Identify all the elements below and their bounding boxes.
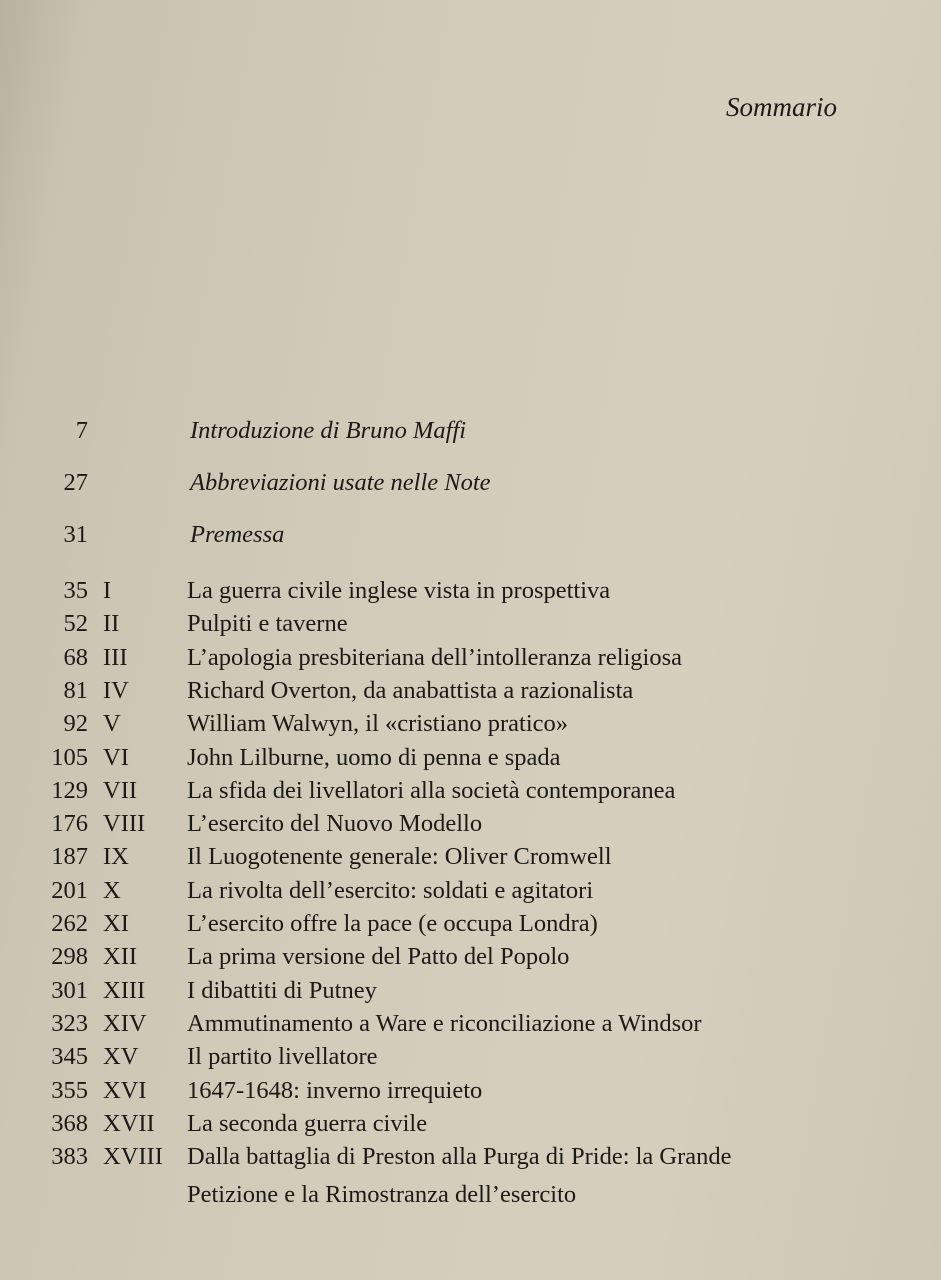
page-number: 298 xyxy=(51,943,88,971)
chapter-number: XVII xyxy=(103,1109,155,1137)
page-number: 355 xyxy=(51,1076,88,1104)
chapter-title: Ammutinamento a Ware e riconciliazione a Windsor xyxy=(187,1009,702,1037)
chapter-number: XII xyxy=(103,943,138,971)
chapter-title: La sfida dei livellatori alla società contemporanea xyxy=(187,776,676,804)
chapter-title: I dibattiti di Putney xyxy=(187,976,377,1004)
toc-chapter-entry xyxy=(0,874,941,908)
chapter-number: VI xyxy=(103,743,129,771)
toc-chapter-entry xyxy=(0,1107,941,1141)
toc-chapter-entry xyxy=(0,607,941,641)
chapter-number: IV xyxy=(103,676,129,704)
chapter-number: X xyxy=(103,876,121,904)
toc-chapter-entry xyxy=(0,1040,941,1074)
toc-entry xyxy=(0,518,941,552)
chapter-title: Il Luogotenente generale: Oliver Cromwell xyxy=(187,843,612,871)
toc-chapter-entry xyxy=(0,974,941,1008)
toc-chapter-entry xyxy=(0,674,941,708)
page-number: 129 xyxy=(51,776,88,804)
chapter-title: Pulpiti e taverne xyxy=(187,610,348,638)
chapter-title: 1647-1648: inverno irrequieto xyxy=(187,1076,483,1104)
chapter-number: I xyxy=(103,577,112,604)
toc-chapter-entry xyxy=(0,774,941,808)
chapter-number: XIII xyxy=(103,976,146,1004)
page-number: 92 xyxy=(63,710,88,738)
chapter-number: VIII xyxy=(103,810,146,838)
chapter-title: La seconda guerra civile xyxy=(187,1109,428,1137)
chapter-title: L’esercito offre la pace (e occupa Londra) xyxy=(187,910,598,937)
page-number: 68 xyxy=(63,643,88,671)
toc-chapter-entry xyxy=(0,1140,941,1174)
chapter-number: XVIII xyxy=(103,1143,163,1171)
toc-chapter-entry xyxy=(0,641,941,675)
chapter-title: Richard Overton, da anabattista a razionalista xyxy=(187,676,634,704)
entry-title: Abbreviazioni usate nelle Note xyxy=(190,469,491,496)
toc-chapter-entry xyxy=(0,1074,941,1108)
chapter-number: XIV xyxy=(103,1009,147,1037)
chapter-number: III xyxy=(103,643,128,671)
page-number: 187 xyxy=(51,843,88,871)
toc-chapter-entry xyxy=(0,940,941,974)
chapter-title-continuation: Petizione e la Rimostranza dell’esercito xyxy=(187,1181,577,1209)
page-number: 27 xyxy=(63,469,88,496)
page-number: 323 xyxy=(51,1009,88,1037)
chapter-title: L’esercito del Nuovo Modello xyxy=(187,810,483,838)
chapter-title: John Lilburne, uomo di penna e spada xyxy=(187,743,561,771)
toc-chapter-entry xyxy=(0,574,941,608)
chapter-title: La rivolta dell’esercito: soldati e agitatori xyxy=(187,876,594,904)
entry-title: Introduzione di Bruno Maffi xyxy=(190,417,467,444)
chapter-number: XI xyxy=(103,910,129,937)
toc-chapter-entry xyxy=(0,807,941,841)
page-number: 176 xyxy=(51,810,88,838)
chapter-title: Il partito livellatore xyxy=(187,1043,378,1071)
chapter-title: La prima versione del Patto del Popolo xyxy=(187,943,570,971)
toc-chapter-entry xyxy=(0,707,941,741)
page-number: 31 xyxy=(63,521,88,548)
chapter-title: William Walwyn, il «cristiano pratico» xyxy=(187,710,569,738)
toc-entry xyxy=(0,414,941,448)
page-number: 383 xyxy=(51,1143,88,1171)
chapter-title: Dalla battaglia di Preston alla Purga di Pride: la Grande xyxy=(187,1143,732,1171)
chapter-title: L’apologia presbiteriana dell’intolleranza religiosa xyxy=(187,643,683,671)
toc-chapter-entry xyxy=(0,840,941,874)
entry-title: Premessa xyxy=(190,521,285,548)
page-number: 301 xyxy=(51,976,88,1004)
chapter-number: VII xyxy=(103,776,138,804)
page-number: 7 xyxy=(75,417,88,444)
toc-chapter-entry xyxy=(0,1007,941,1041)
toc-entry xyxy=(0,466,941,500)
toc-chapter-entry xyxy=(0,741,941,775)
page-number: 105 xyxy=(51,743,88,771)
chapter-number: XVI xyxy=(103,1076,147,1104)
page-number: 52 xyxy=(63,610,88,638)
page-number: 201 xyxy=(51,876,88,904)
chapter-number: XV xyxy=(103,1043,139,1071)
page-number: 35 xyxy=(63,577,88,604)
page-number: 81 xyxy=(63,676,88,704)
page-number: 368 xyxy=(51,1109,88,1137)
page-number: 345 xyxy=(51,1043,88,1071)
chapter-number: IX xyxy=(103,843,129,871)
page-heading: Sommario xyxy=(725,92,837,122)
toc-chapter-entry xyxy=(0,907,941,941)
chapter-title: La guerra civile inglese vista in prospettiva xyxy=(187,577,611,604)
chapter-number: V xyxy=(103,710,121,738)
chapter-number: II xyxy=(103,610,120,638)
page-number: 262 xyxy=(51,910,88,937)
